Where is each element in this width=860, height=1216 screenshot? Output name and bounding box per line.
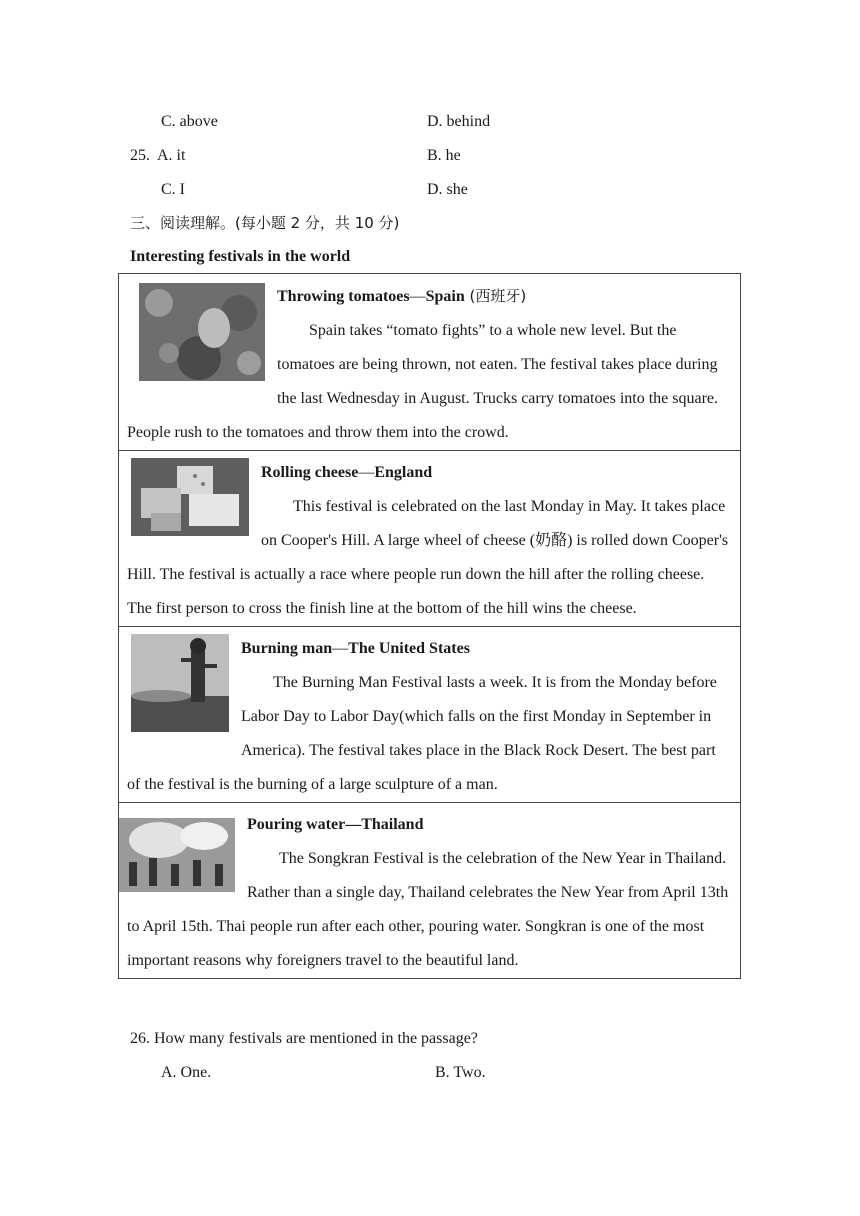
festivals-table	[118, 273, 741, 979]
cheese-festival-photo	[131, 458, 249, 536]
section-heading: 三、阅读理解。(每小题 2 分，共 10 分)	[130, 214, 400, 232]
festival-title: Throwing tomatoes—Spain (西班牙)	[277, 287, 527, 305]
q25-option-a: A. it	[157, 147, 186, 164]
festival-title: Pouring water—Thailand	[247, 816, 424, 833]
q25-number: 25.	[130, 147, 150, 164]
q25-option-c: C. I	[161, 181, 185, 198]
water-festival-photo	[119, 818, 235, 892]
tomato-festival-photo	[139, 283, 265, 381]
festival-description: The Songkran Festival is the celebration of the New Year in Thailand. Rather than a single day, Thailand celebrates the New Year from April 13th to April 15th. Thai people run after each other, pouring water. Songkran is one of the most important reasons why foreigners travel to the beautiful land.	[127, 850, 729, 969]
festival-description: The Burning Man Festival lasts a week. It is from the Monday before Labor Day to Labor Day(which falls on the first Monday in September in America). The festival takes place in the Black Rock Desert. The best part of the festival is the burning of a large sculpture of a man.	[127, 674, 717, 793]
q24-option-c: C. above	[161, 113, 218, 130]
festival-title: Rolling cheese—England	[261, 464, 433, 481]
burning-man-photo	[131, 634, 229, 732]
festival-description: This festival is celebrated on the last Monday in May. It takes place on Cooper's Hill. A large wheel of cheese (奶酪) is rolled down Cooper's Hill. The festival is actually a race where people run down the hill after the rolling cheese. The first person to cross the finish line at the bottom of the hill wins the cheese.	[127, 498, 729, 617]
festival-description: Spain takes “tomato fights” to a whole new level. But the tomatoes are being thrown, not eaten. The festival takes place during the last Wednesday in August. Trucks carry tomatoes into the square. People rush to the tomatoes and throw them into the crowd.	[127, 322, 719, 441]
q26-option-b: B. Two.	[435, 1064, 486, 1081]
q26-option-a: A. One.	[161, 1064, 212, 1081]
festival-row-burning-man	[119, 627, 741, 803]
q25-option-b: B. he	[427, 147, 461, 164]
festival-row-water	[119, 803, 741, 979]
q25-option-d: D. she	[427, 181, 468, 198]
festival-title: Burning man—The United States	[241, 640, 470, 657]
q24-option-d: D. behind	[427, 113, 491, 130]
festival-row-tomatoes	[119, 274, 741, 451]
festival-row-cheese	[119, 451, 741, 627]
passage-title: Interesting festivals in the world	[130, 248, 351, 265]
q26-question: 26. How many festivals are mentioned in the passage?	[130, 1030, 478, 1047]
